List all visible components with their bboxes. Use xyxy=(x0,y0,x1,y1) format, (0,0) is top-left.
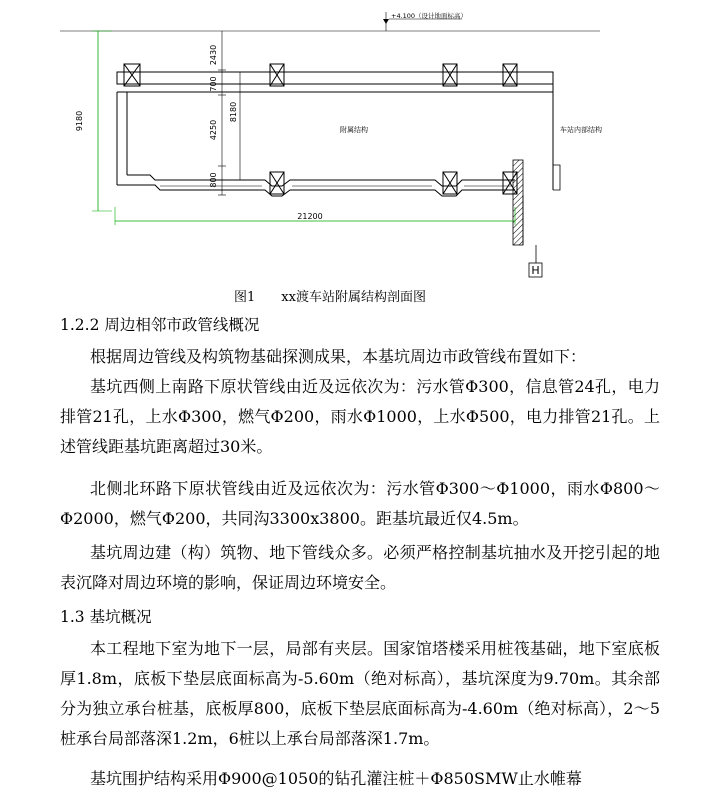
paragraph: 基坑围护结构采用Φ900@1050的钻孔灌注桩＋Φ850SMW止水帷幕 xyxy=(90,769,582,788)
structure-outline xyxy=(117,72,553,196)
paragraph: 本工程地下室为地下一层，局部有夹层。国家馆塔楼采用桩筏基础，地下室底板厚1.8m，底板下垫层底面标高为-5.60m（绝对标高），基坑深度为9.70m。其余部分为独立承台桩基，底板厚800，底板下垫层底面标高为-4.60m（绝对标高），2～5桩承台局部落深1.2m，6桩以上承台局部落深1.7m。 xyxy=(60,639,660,748)
section-heading-1-2-2: 1.2.2 周边相邻市政管线概况 xyxy=(60,316,260,334)
paragraph: 基坑西侧上南路下原状管线由近及远依次为：污水管Φ300，信息管24孔，电力排管21孔，上水Φ300，燃气Φ200，雨水Φ1000，上水Φ500，电力排管21孔。上述管线距基坑距离超过30米。 xyxy=(60,377,660,456)
figure-caption: 图1 xx渡车站附属结构剖面图 xyxy=(234,290,426,305)
h-marker: H xyxy=(531,264,540,277)
structure-section-drawing xyxy=(0,0,722,282)
paragraph: 基坑周边建（构）筑物、地下管线众多。必须严格控制基坑抽水及开挖引起的地表沉降对周边环境的影响，保证周边环境安全。 xyxy=(60,543,660,592)
dim-2430: 2430 xyxy=(209,44,218,66)
paragraph: 根据周边管线及构筑物基础探测成果，本基坑周边市政管线布置如下： xyxy=(90,347,587,366)
dim-800: 800 xyxy=(209,172,218,188)
label-station-structure: 车站内部结构 xyxy=(560,126,602,134)
dim-width: 21200 xyxy=(297,212,323,221)
dim-4250: 4250 xyxy=(209,119,218,141)
section-heading-1-3: 1.3 基坑概况 xyxy=(60,608,152,626)
dim-clear-height: 8180 xyxy=(229,101,238,123)
dim-total-height: 9180 xyxy=(75,110,84,132)
retaining-wall xyxy=(513,160,523,245)
label-attached-structure: 附属结构 xyxy=(340,126,368,134)
elevation-label: +4.100（设计地面标高） xyxy=(391,12,468,20)
paragraph: 北侧北环路下原状管线由近及远依次为：污水管Φ300～Φ1000，雨水Φ800～Φ2000，燃气Φ200，共同沟3300x3800。距基坑最近仅4.5m。 xyxy=(60,479,660,528)
dim-700: 700 xyxy=(209,76,218,92)
